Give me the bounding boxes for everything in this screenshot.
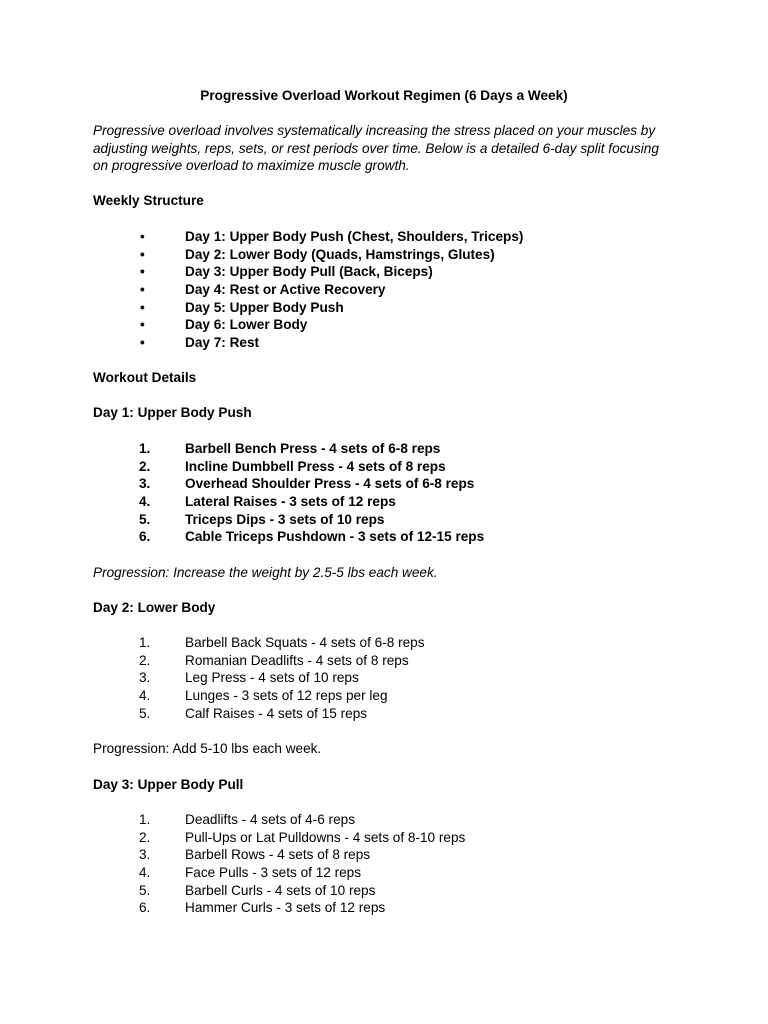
list-item: [0, 687, 768, 705]
bullet-marker: •: [140, 246, 145, 262]
list-item-text: Barbell Rows - 4 sets of 8 reps: [185, 847, 371, 863]
list-number: 5.: [139, 882, 151, 898]
list-number: 4.: [139, 494, 151, 510]
day1-exercise-list: [0, 440, 768, 546]
list-item-text: Romanian Deadlifts - 4 sets of 8 reps: [185, 652, 409, 668]
list-item: [0, 316, 768, 334]
list-item-text: Triceps Dips - 3 sets of 10 reps: [185, 511, 385, 527]
bullet-marker: •: [140, 229, 145, 244]
day3-exercise-list: [0, 811, 768, 917]
list-number: 4.: [139, 865, 151, 881]
list-item-text: Day 6: Lower Body: [185, 317, 308, 333]
bullet-marker: •: [140, 335, 145, 351]
list-number: 4.: [139, 688, 151, 704]
list-item-text: Hammer Curls - 3 sets of 12 reps: [185, 900, 386, 916]
list-item: [0, 263, 768, 281]
list-number: 2.: [139, 829, 151, 845]
list-item: [0, 475, 768, 493]
list-item: [0, 299, 768, 317]
list-item-text: Calf Raises - 4 sets of 15 reps: [185, 705, 368, 721]
list-item-text: Day 1: Upper Body Push (Chest, Shoulders, Triceps): [185, 229, 524, 244]
list-item: [0, 493, 768, 511]
list-item: [0, 246, 768, 264]
list-item-text: Day 5: Upper Body Push: [185, 299, 344, 315]
bullet-marker: •: [140, 317, 145, 333]
day2-progression: Progression: Add 5-10 lbs each week.: [93, 741, 322, 756]
list-number: 5.: [139, 705, 151, 721]
list-number: 3.: [139, 670, 151, 686]
list-item: [0, 864, 768, 882]
list-number: 3.: [139, 476, 151, 492]
list-number: 6.: [139, 900, 151, 916]
list-item-text: Pull-Ups or Lat Pulldowns - 4 sets of 8-10 reps: [185, 829, 466, 845]
list-item: [0, 811, 768, 829]
list-item: [0, 899, 768, 917]
list-item: [0, 829, 768, 847]
list-item-text: Day 4: Rest or Active Recovery: [185, 282, 386, 298]
bullet-marker: •: [140, 264, 145, 280]
list-item-text: Lateral Raises - 3 sets of 12 reps: [185, 494, 396, 510]
list-item-text: Overhead Shoulder Press - 4 sets of 6-8 reps: [185, 476, 475, 492]
list-item: [0, 440, 768, 458]
day3-heading: Day 3: Upper Body Pull: [93, 777, 244, 792]
list-item-text: Face Pulls - 3 sets of 12 reps: [185, 865, 362, 881]
list-item: [0, 652, 768, 670]
intro-paragraph: Progressive overload involves systematically increasing the stress placed on your muscles by adjusting weights, reps, sets, or rest periods over time. Below is a detailed 6-day split focusing on progressive overload to maximize muscle growth.: [93, 123, 659, 174]
list-number: 3.: [139, 847, 151, 863]
list-item-text: Cable Triceps Pushdown - 3 sets of 12-15 reps: [185, 529, 485, 545]
list-item-text: Day 7: Rest: [185, 335, 260, 351]
list-number: 1.: [139, 812, 151, 827]
bullet-marker: •: [140, 299, 145, 315]
list-item-text: Day 3: Upper Body Pull (Back, Biceps): [185, 264, 433, 280]
list-item-text: Lunges - 3 sets of 12 reps per leg: [185, 688, 388, 704]
list-number: 1.: [139, 441, 151, 456]
weekly-structure-heading: Weekly Structure: [93, 193, 204, 208]
workout-details-heading: Workout Details: [93, 370, 197, 385]
list-item: [0, 846, 768, 864]
list-item-text: Barbell Bench Press - 4 sets of 6-8 reps: [185, 441, 441, 456]
list-item: [0, 634, 768, 652]
list-number: 2.: [139, 458, 151, 474]
list-number: 1.: [139, 635, 151, 650]
document-title: Progressive Overload Workout Regimen (6 Days a Week): [200, 88, 568, 103]
day1-progression: Progression: Increase the weight by 2.5-5 lbs each week.: [93, 565, 438, 580]
list-item: [0, 511, 768, 529]
list-item: [0, 669, 768, 687]
day2-heading: Day 2: Lower Body: [93, 600, 216, 615]
list-item-text: Barbell Curls - 4 sets of 10 reps: [185, 882, 376, 898]
list-item: [0, 705, 768, 723]
list-item: [0, 458, 768, 476]
list-number: 2.: [139, 652, 151, 668]
list-number: 6.: [139, 529, 151, 545]
list-item-text: Incline Dumbbell Press - 4 sets of 8 reps: [185, 458, 446, 474]
list-item-text: Barbell Back Squats - 4 sets of 6-8 reps: [185, 635, 425, 650]
list-item: [0, 281, 768, 299]
list-item: [0, 528, 768, 546]
list-item: [0, 228, 768, 246]
list-item: [0, 882, 768, 900]
day1-heading: Day 1: Upper Body Push: [93, 405, 252, 420]
weekly-structure-list: [0, 228, 768, 352]
bullet-marker: •: [140, 282, 145, 298]
list-item: [0, 334, 768, 352]
list-item-text: Deadlifts - 4 sets of 4-6 reps: [185, 812, 355, 827]
day2-exercise-list: [0, 634, 768, 722]
list-item-text: Day 2: Lower Body (Quads, Hamstrings, Glutes): [185, 246, 495, 262]
list-number: 5.: [139, 511, 151, 527]
list-item-text: Leg Press - 4 sets of 10 reps: [185, 670, 359, 686]
